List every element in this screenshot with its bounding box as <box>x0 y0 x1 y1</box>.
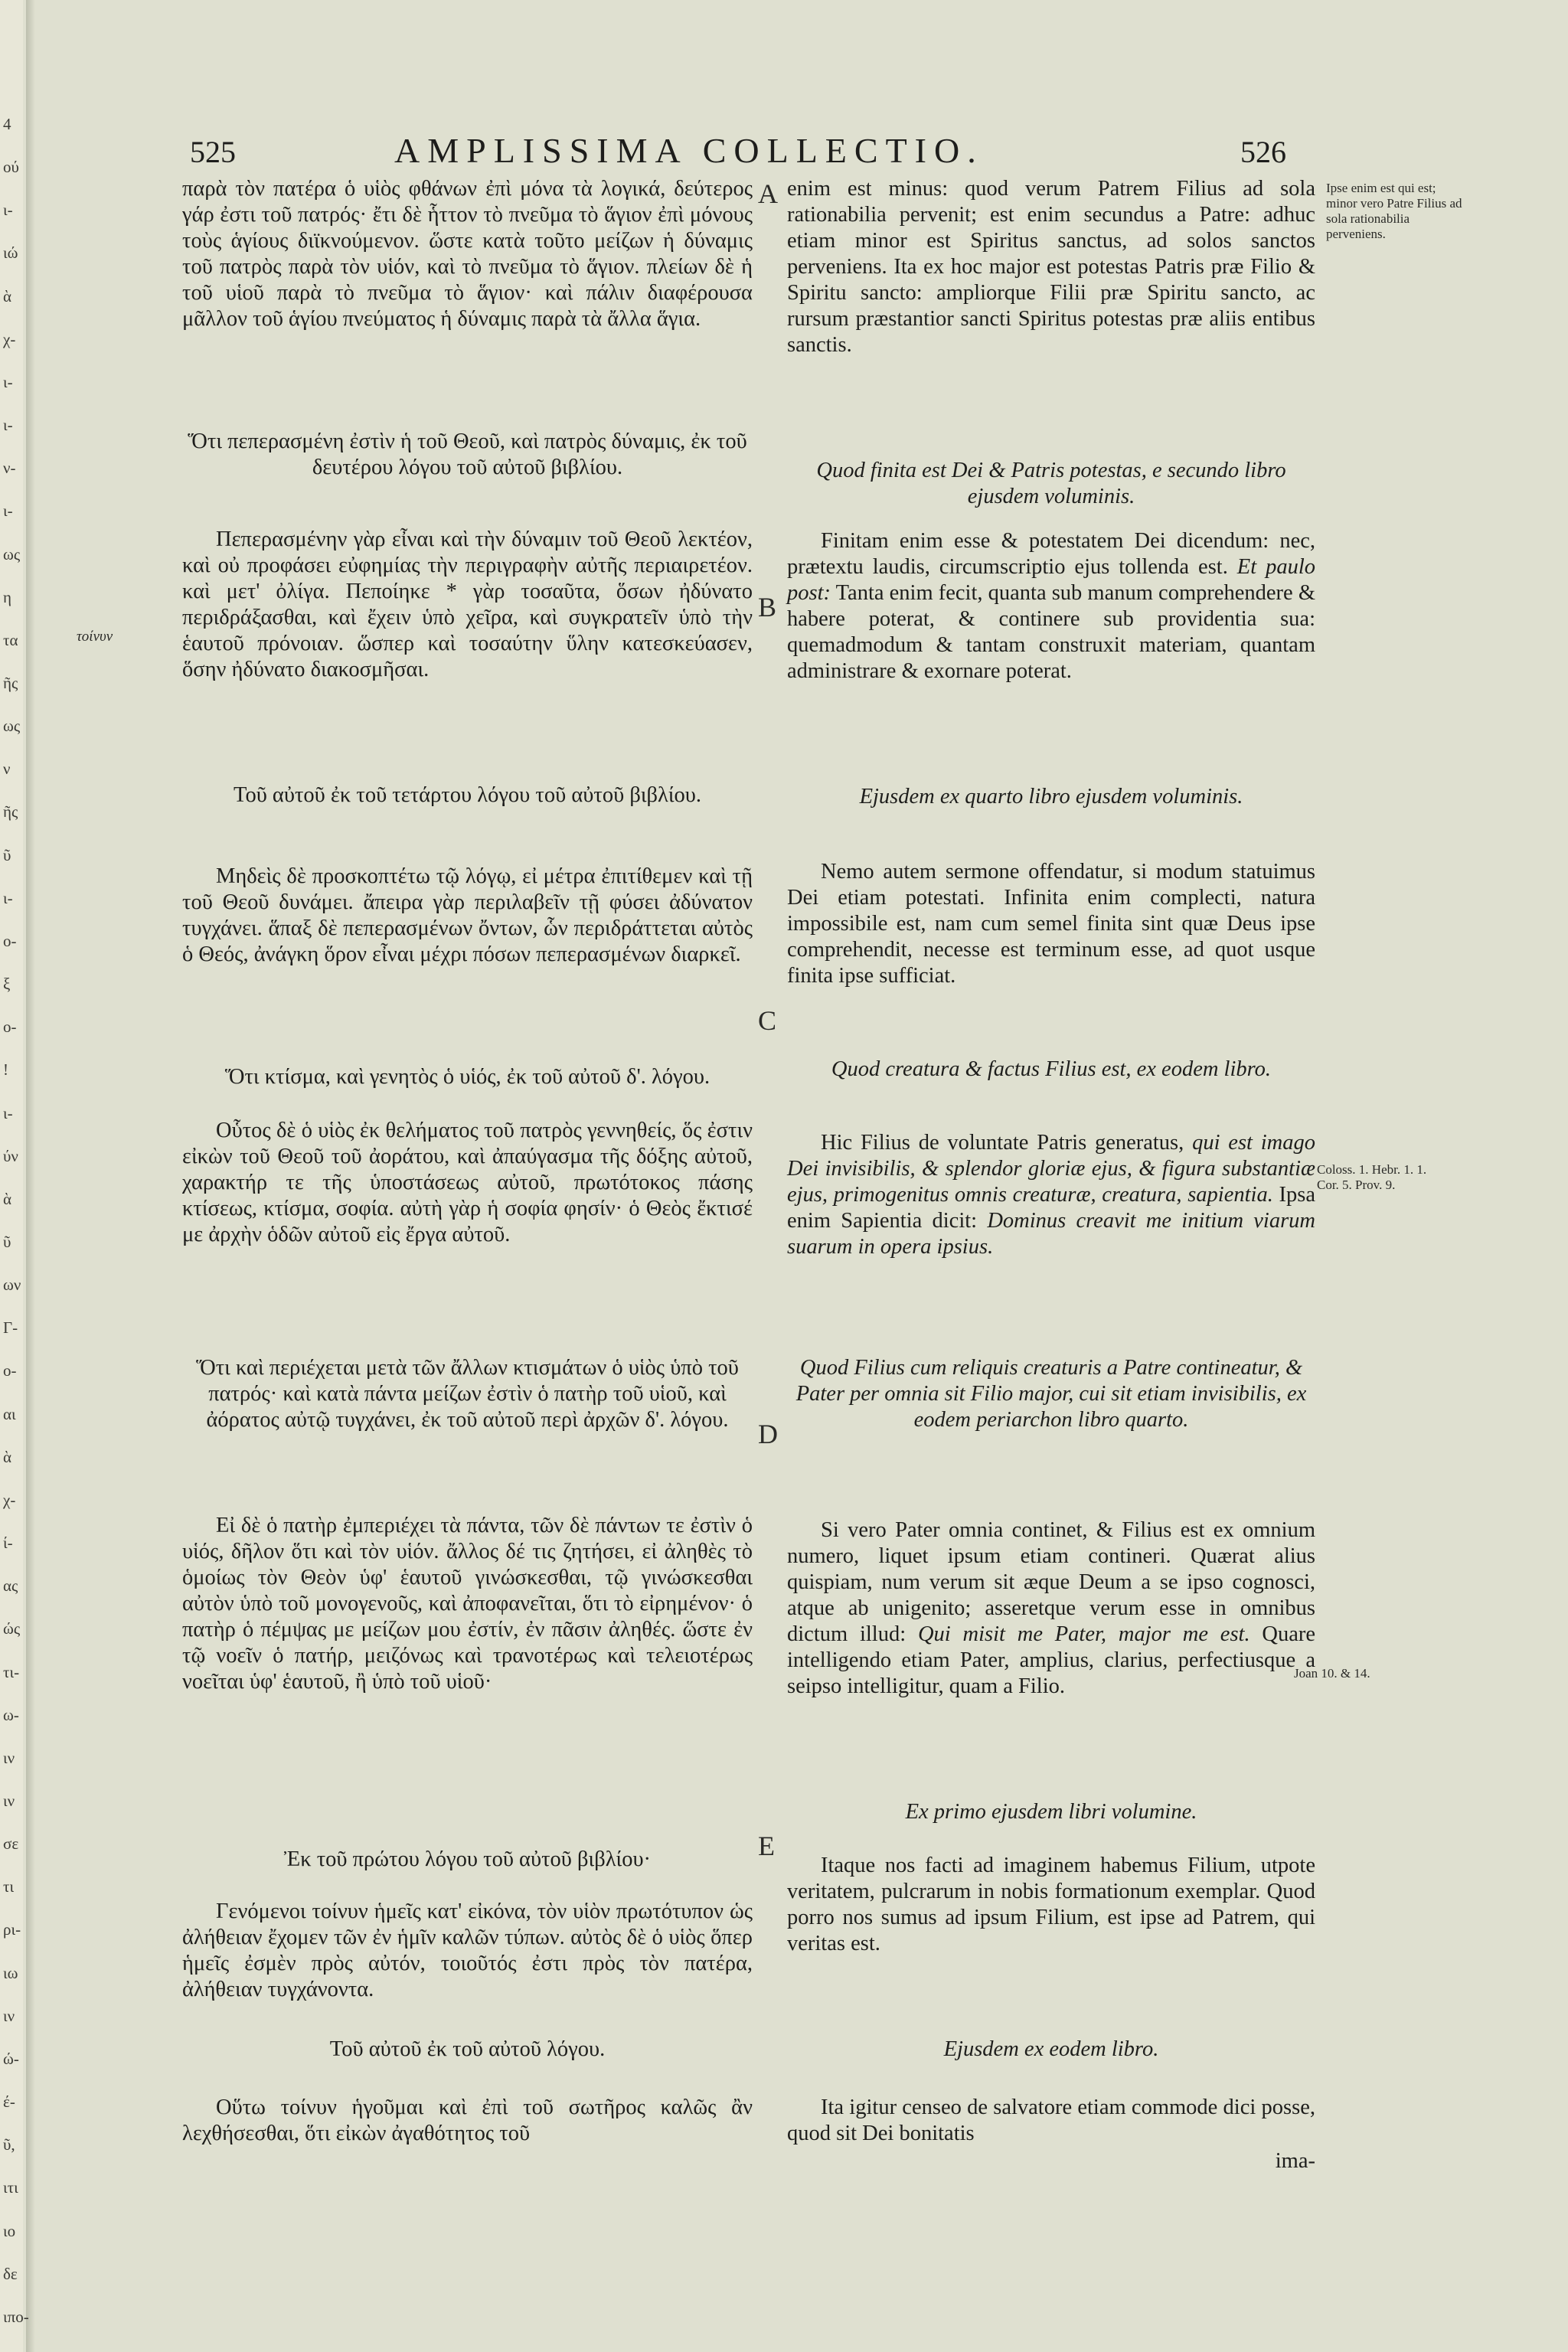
latin-heading: Quod finita est Dei & Patris potestas, e secundo libro ejusdem voluminis. <box>816 459 1286 508</box>
latin-paragraph: Finitam enim esse & potestatem Dei dicendum: nec, prætextu laudis, circumscriptio ejus tollenda est. Et paulo post: Tanta enim fecit, quanta sub manum comprehendere & habere poterat, & continere sub providentia sua: quemadmodum & tantam construxit materiam, quantam administrare & exornare poterat. <box>787 529 1315 683</box>
facing-page-fragment: χ- <box>3 1490 16 1509</box>
facing-page-fragment: ως <box>3 717 21 736</box>
facing-page-fragment: ῆς <box>3 802 18 822</box>
greek-paragraph: Πεπερασμένην γὰρ εἶναι καὶ τὴν δύναμιν τοῦ Θεοῦ λεκτέον, καὶ οὐ προφάσει εὐφημίας τὴν περιγραφὴν αὐτῆς περιαιρετέον. καὶ μετ' ὀλίγα. Πεποίηκε * γὰρ τοσαῦτα, ὅσων ἠδύνατο περιδράξασθαι, καὶ ἔχειν ὑπὸ χεῖρα, καὶ συγκρατεῖν ὑπὸ τὴν ἑαυτοῦ πρόνοιαν. ὥσπερ καὶ τοσαύτην ὕλην κατεσκεύασεν, ὅσην ἠδύνατο διακοσμῆσαι. <box>182 528 753 681</box>
facing-page-fragment: χ- <box>3 329 16 348</box>
facing-page-fragment: ῦ, <box>3 2135 15 2154</box>
latin-paragraph: Nemo autem sermone offendatur, si modum statuimus Dei etiam potestati. Infinita enim complecti, natura impossibile est, nam cum semel finita sint quæ Deus ipse comprehendit, necesse est terminum esse, ad quot usque finita ipse sufficiat. <box>787 860 1315 988</box>
book-gutter <box>26 0 35 2352</box>
facing-page-fragment: ο- <box>3 931 17 950</box>
latin-heading: Ejusdem ex quarto libro ejusdem voluminis. <box>859 785 1243 808</box>
facing-page-fragment: έ- <box>3 2092 15 2112</box>
margin-note-left: τοίνυν <box>77 629 113 645</box>
section-letter-e: E <box>758 1831 775 1861</box>
section-letter-b: B <box>758 592 777 622</box>
greek-heading: Ἐκ τοῦ πρώτου λόγου τοῦ αὐτοῦ βιβλίου· <box>283 1847 652 1871</box>
facing-page-fragment: τι- <box>3 1662 20 1681</box>
facing-page-fragment: τα <box>3 630 18 649</box>
facing-page-fragment: σε <box>3 1834 19 1854</box>
catchword: ima- <box>1275 2149 1315 2173</box>
facing-page-fragment: ιω <box>3 1963 18 1982</box>
greek-paragraph: Οὕτω τοίνυν ἡγοῦμαι καὶ ἐπὶ τοῦ σωτῆρος καλῶς ἂν λεχθήσεσθαι, ὅτι εἰκὼν ἀγαθότητος τοῦ <box>182 2096 753 2145</box>
greek-heading: Ὅτι καὶ περιέχεται μετὰ τῶν ἄλλων κτισμάτων ὁ υἱὸς ὑπὸ τοῦ πατρός· καὶ κατὰ πάντα μείζων ἐστὶν ὁ πατὴρ τοῦ υἱοῦ, καὶ ἀόρατος αὐτῷ τυγχάνει, ἐκ τοῦ αὐτοῦ περὶ ἀρχῶν δ'. λόγου. <box>196 1356 739 1432</box>
facing-page-fragment: η <box>3 587 11 606</box>
greek-paragraph: Εἰ δὲ ὁ πατὴρ ἐμπεριέχει τὰ πάντα, τῶν δὲ πάντων τε ἐστὶν ὁ υἱός, δῆλον ὅτι καὶ τὸν υἱόν. ἄλλος δέ τις ζητήσει, εἰ ἀληθὲς τὸ ὁμοίως τὸν Θεὸν ὑφ' ἑαυτοῦ γινώσκεσθαι, τῷ γινώσκεσθαι αὐτὸν ὑπὸ τοῦ μονογενοῦς, καὶ ἀποφανεῖται, ὅτι τὸ εἰρημένον· ὁ πατὴρ ὁ πέμψας με μείζων μου ἐστίν, ἐν πᾶσιν ἀληθές. ὥστε ἐν τῷ νοεῖν ὁ πατήρ, μειζόνως καὶ τρανοτέρως καὶ τελειοτέρως νοεῖται ὑφ' ἑαυτοῦ, ἢ ὑπὸ τοῦ υἱοῦ· <box>182 1514 753 1694</box>
facing-page-fragment: ύν <box>3 1146 18 1165</box>
margin-note-right: Coloss. 1. Hebr. 1. 1. Cor. 5. Prov. 9. <box>1317 1162 1427 1192</box>
facing-page-fragment: ω- <box>3 1705 19 1724</box>
greek-heading: Τοῦ αὐτοῦ ἐκ τοῦ αὐτοῦ λόγου. <box>329 2037 606 2061</box>
running-title: AMPLISSIMA COLLECTIO. <box>394 131 984 170</box>
facing-page-fragment: ι- <box>3 201 13 220</box>
facing-page-fragment: Γ- <box>3 1318 18 1338</box>
greek-paragraph: παρὰ τὸν πατέρα ὁ υἱὸς φθάνων ἐπὶ μόνα τὰ λογικά, δεύτερος γάρ ἐστι τοῦ πατρός· ἔτι δὲ ἧττον τὸ πνεῦμα τὸ ἅγιον ἐπὶ μόνους τοὺς ἁγίους διϊκνούμενον. ὥστε κατὰ τοῦτο μείζων ἡ δύναμις τοῦ πατρὸς παρὰ τὸν υἱόν, καὶ τὸ πνεῦμα τὸ ἅγιον. πλείων δὲ ἡ τοῦ υἱοῦ παρὰ τὸ πνεῦμα τὸ ἅγιον· καὶ πάλιν διαφέρουσα μᾶλλον τοῦ ἁγίου πνεύματος ἡ δύναμις παρὰ τὰ ἄλλα ἅγια. <box>182 177 753 331</box>
facing-page-fragment: ν <box>3 760 11 779</box>
facing-page-fragment: ὰ <box>3 1447 12 1466</box>
latin-paragraph: Itaque nos facti ad imaginem habemus Filium, utpote veritatem, pulcrarum in nobis formationum exemplar. Quod porro nos sumus ad ipsum Filium, est ipse ad Patrem, qui veritas est. <box>787 1854 1315 1955</box>
facing-page-fragment: ρι- <box>3 1920 21 1939</box>
facing-page-fragment: ιο <box>3 2221 16 2240</box>
latin-heading: Ex primo ejusdem libri volumine. <box>905 1800 1197 1824</box>
facing-page-fragment: δε <box>3 2264 18 2283</box>
latin-paragraph: enim est minus: quod verum Patrem Filius ad sola rationabilia pervenit; est enim secundus a Patre: adhuc etiam minor est Spiritus sanctus, ad solos sanctos perveniens. Ita ex hoc major est potestas Patris præ Filio & Spiritu sancto: ampliorque Filii præ Spiritu sancto, ac rursum præstantior sancti Spiritus potestas præ aliis entibus sanctis. <box>787 177 1315 357</box>
latin-heading: Ejusdem ex eodem libro. <box>943 2037 1159 2061</box>
facing-page-fragment: ! <box>3 1060 8 1080</box>
facing-page-fragment: ὰ <box>3 286 12 305</box>
margin-note-right: Joan 10. & 14. <box>1294 1666 1370 1681</box>
facing-page-fragment: ιπο- <box>3 2307 29 2326</box>
facing-page-fragment: ξ <box>3 975 11 994</box>
latin-heading: Quod creatura & factus Filius est, ex eodem libro. <box>831 1057 1272 1081</box>
facing-page-fragment: ὰ <box>3 1189 12 1208</box>
facing-page-fragment: 4 <box>3 115 11 133</box>
facing-page-fragment: ώ- <box>3 2049 19 2068</box>
facing-page-fragment: ῆς <box>3 674 18 692</box>
facing-page-fragment: ώς <box>3 1619 21 1638</box>
latin-heading: Quod Filius cum reliquis creaturis a Patre contineatur, & Pater per omnia sit Filio major, cui sit etiam invisibilis, ex eodem periarchon libro quarto. <box>795 1356 1307 1432</box>
facing-page-fragment: αι <box>3 1404 16 1423</box>
facing-page-fragment: ού <box>3 158 19 177</box>
greek-paragraph: Μηδεὶς δὲ προσκοπτέτω τῷ λόγῳ, εἰ μέτρα ἐπιτίθεμεν καὶ τῇ τοῦ Θεοῦ δυνάμει. ἄπειρα γὰρ περιλαβεῖν τῇ φύσει ἀδύνατον τυγχάνει. ἅπαξ δὲ πεπερασμένων ὄντων, ὧν περιδράττεται αὐτὸς ὁ Θεός, ἀνάγκη ὅρον εἶναι μέχρι πόσων πεπερασμένων διαρκεῖ. <box>182 864 753 966</box>
latin-paragraph: Ita igitur censeo de salvatore etiam commode dici posse, quod sit Dei bonitatis <box>787 2096 1315 2145</box>
section-letter-d: D <box>758 1419 778 1449</box>
greek-paragraph: Οὗτος δὲ ὁ υἱὸς ἐκ θελήματος τοῦ πατρὸς γεννηθείς, ὅς ἐστιν εἰκὼν τοῦ Θεοῦ τοῦ ἀοράτου, καὶ ἀπαύγασμα τῆς δόξης αὐτοῦ, χαρακτήρ τε τῆς ὑποστάσεως αὐτοῦ, πρωτότοκος πάσης κτίσεως, κτίσμα, σοφία. αὐτὴ γὰρ ἡ σοφία φησίν· ὁ Θεὸς ἔκτισέ με ἀρχὴν ὁδῶν αὐτοῦ εἰς ἔργα αὐτοῦ. <box>182 1119 753 1246</box>
page-number-right: 526 <box>1240 135 1286 169</box>
greek-heading: Ὅτι κτίσμα, καὶ γενητὸς ὁ υἱός, ἐκ τοῦ αὐτοῦ δ'. λόγου. <box>224 1065 710 1089</box>
facing-page-fragment: ιν <box>3 1792 15 1810</box>
facing-page-fragment: ως <box>3 544 21 564</box>
greek-heading: Τοῦ αὐτοῦ ἐκ τοῦ τετάρτου λόγου τοῦ αὐτοῦ βιβλίου. <box>234 783 701 807</box>
facing-page-fragment: ο- <box>3 1361 17 1380</box>
facing-page-fragment: ῦ <box>3 845 11 864</box>
facing-page-fragment: ιν <box>3 1748 15 1767</box>
margin-note-right: Ipse enim est qui est; minor vero Patre Filius ad sola rationabilia perveniens. <box>1326 181 1462 241</box>
facing-page-fragment: ο- <box>3 1018 17 1037</box>
facing-page-fragment: ων <box>3 1276 21 1295</box>
latin-paragraph: Hic Filius de voluntate Patris generatus, qui est imago Dei invisibilis, & splendor gloriæ ejus, & figura substantiæ ejus, primogenitus omnis creaturæ, creatura, sapientia. Ipsa enim Sapientia dicit: Dominus creavit me initium viarum suarum in opera ipsius. <box>787 1131 1316 1259</box>
facing-page-fragment: ι- <box>3 372 13 391</box>
facing-page-fragment: ῦ <box>3 1233 11 1251</box>
facing-page-fragment: ί- <box>3 1534 13 1553</box>
facing-page-fragment: ι- <box>3 501 13 521</box>
latin-paragraph: Si vero Pater omnia continet, & Filius est ex omnium numero, liquet ipsum etiam contineri. Quærat alius quispiam, num verum sit æque Deum a se ipso cognosci, atque ab unigenito; asseretque verum esse in omnibus dictum illud: Qui misit me Pater, major me est. Quare intelligendo etiam Pater, amplius, clarius, perfectiusque a seipso intelligitur, quam a Filio. <box>787 1518 1316 1698</box>
facing-page-fragment: ας <box>3 1576 18 1596</box>
facing-page-edge <box>0 0 23 2352</box>
facing-page-fragment: ιώ <box>3 243 18 263</box>
facing-page-fragment: ι- <box>3 888 13 907</box>
section-letter-a: A <box>758 178 778 209</box>
facing-page-fragment: ι- <box>3 1103 13 1122</box>
greek-paragraph: Γενόμενοι τοίνυν ἡμεῖς κατ' εἰκόνα, τὸν υἱὸν πρωτότυπον ὡς ἀλήθειαν ἔχομεν τῶν ἐν ἡμῖν καλῶν τύπων. αὐτὸς δὲ ὁ υἱὸς ὅπερ ἡμεῖς ἐσμὲν πρὸς αὐτόν, τοιοῦτός ἐστι πρὸς τὸν πατέρα, ἀλήθειαν τυγχάνοντα. <box>182 1900 753 2001</box>
facing-page-fragment: ιτι <box>3 2178 18 2197</box>
facing-page-fragment: ι- <box>3 416 13 435</box>
facing-page-fragment: ιν <box>3 2006 15 2025</box>
greek-heading: Ὅτι πεπερασμένη ἐστὶν ἡ τοῦ Θεοῦ, καὶ πατρὸς δύναμις, ἐκ τοῦ δευτέρου λόγου τοῦ αὐτοῦ βιβλίου. <box>188 430 747 479</box>
facing-page-fragment: τι <box>3 1877 15 1896</box>
page-number-left: 525 <box>190 135 236 169</box>
page <box>46 0 1568 2352</box>
section-letter-c: C <box>758 1005 777 1036</box>
facing-page-fragment: ν- <box>3 459 16 478</box>
